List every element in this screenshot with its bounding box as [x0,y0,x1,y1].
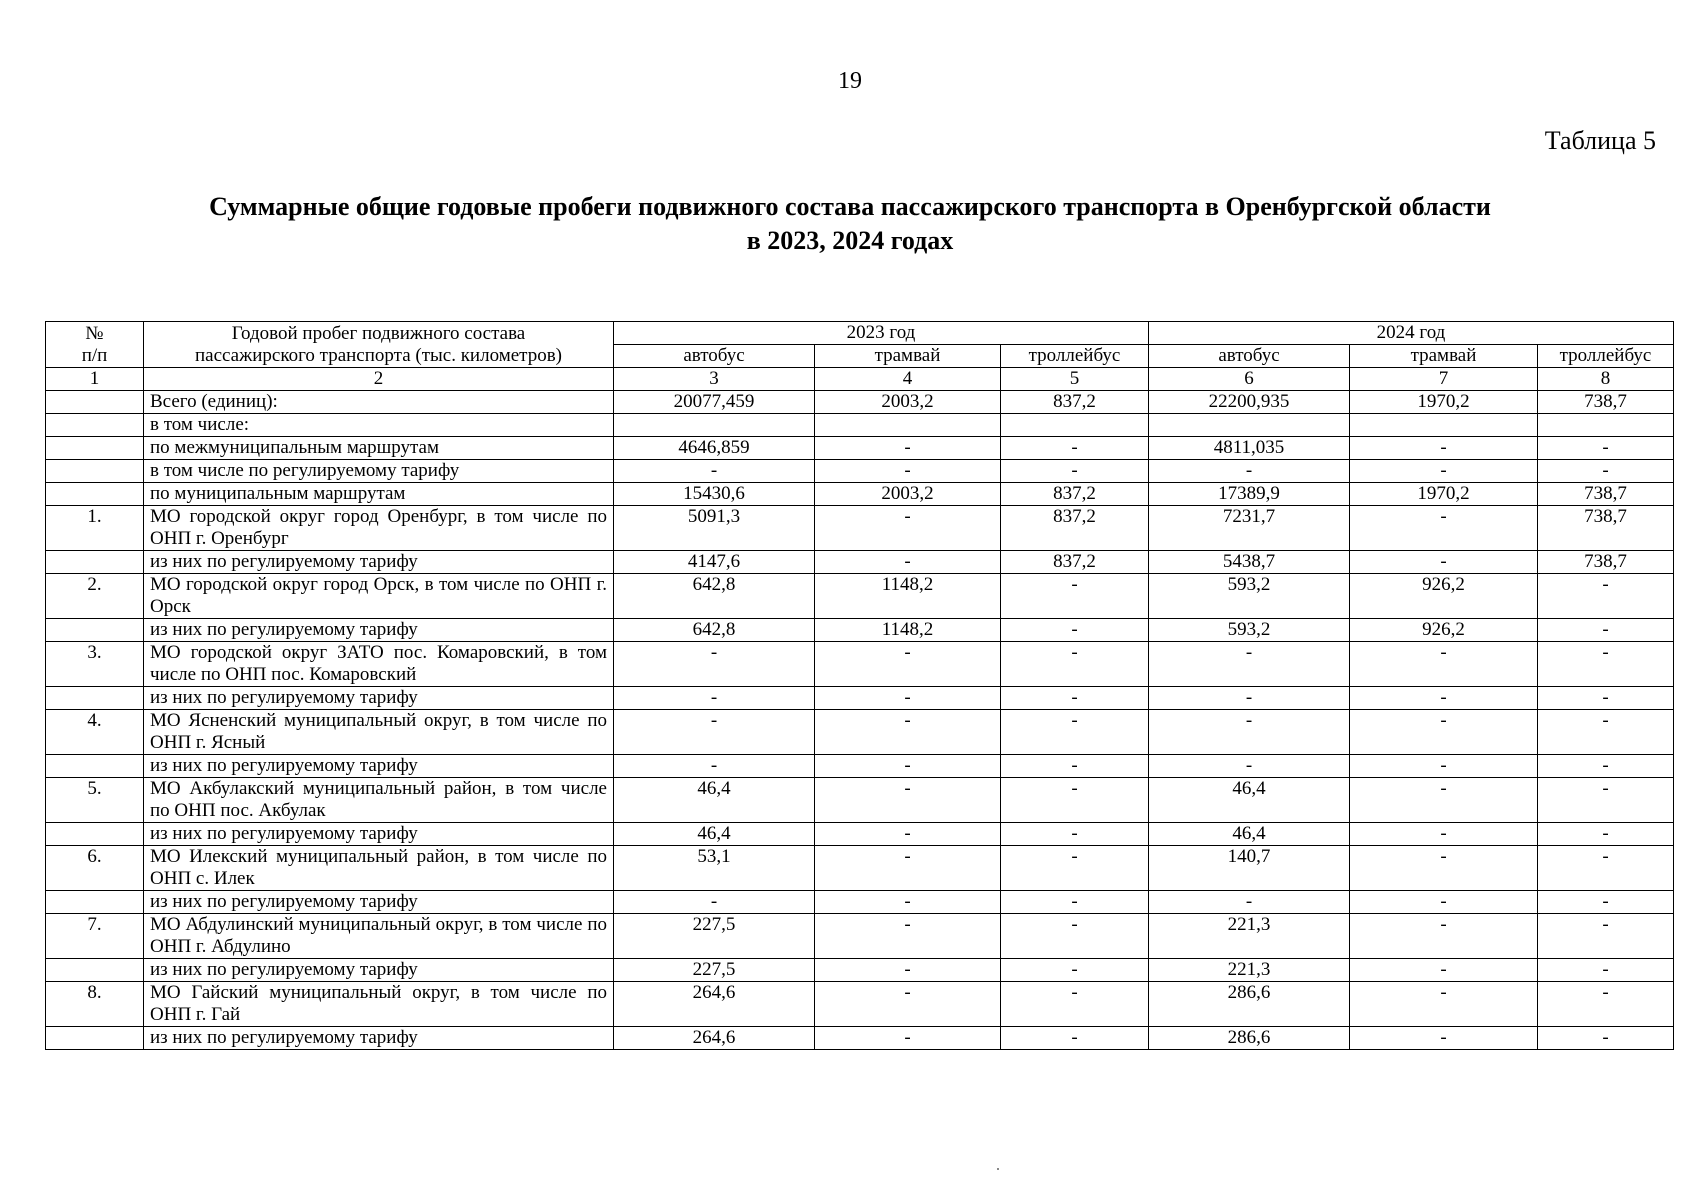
column-index: 3 [614,368,815,391]
table-row [46,823,1674,846]
header-type: троллейбус [1538,345,1674,368]
header-type: трамвай [1350,345,1538,368]
row-value: - [815,891,1001,914]
row-number [46,483,144,506]
row-value: - [1538,846,1674,891]
row-value: 642,8 [614,619,815,642]
table-label: Таблица 5 [1544,126,1656,155]
row-value: - [614,891,815,914]
column-index: 5 [1001,368,1149,391]
row-value: - [1149,642,1350,687]
row-value: - [1001,687,1149,710]
row-value: 264,6 [614,982,815,1027]
row-label: из них по регулируемому тарифу [144,551,614,574]
row-label: из них по регулируемому тарифу [144,891,614,914]
row-number [46,391,144,414]
row-value: 53,1 [614,846,815,891]
row-value: - [815,506,1001,551]
row-value: 46,4 [614,778,815,823]
table-row [46,437,1674,460]
row-value: 4811,035 [1149,437,1350,460]
title-line-2: в 2023, 2024 годах [746,226,954,255]
column-index: 8 [1538,368,1674,391]
header-year-2023: 2023 год [614,322,1149,345]
row-value: - [614,642,815,687]
row-value: 642,8 [614,574,815,619]
header-type: автобус [614,345,815,368]
row-value: - [1001,1027,1149,1050]
column-index: 1 [46,368,144,391]
row-value: - [1001,982,1149,1027]
page-title [0,190,1700,258]
table-row [46,687,1674,710]
row-number: 6. [46,846,144,891]
row-number [46,755,144,778]
row-value: 5438,7 [1149,551,1350,574]
row-value: - [1538,687,1674,710]
row-value: - [1350,710,1538,755]
row-number: 4. [46,710,144,755]
row-value: - [815,642,1001,687]
row-value: - [1538,460,1674,483]
header-year-2024: 2024 год [1149,322,1674,345]
row-value: - [1350,551,1538,574]
table-row [46,506,1674,551]
row-label: в том числе по регулируемому тарифу [144,460,614,483]
row-value: - [815,778,1001,823]
row-value: - [1001,460,1149,483]
table-row [46,891,1674,914]
row-label: МО городской округ город Оренбург, в том числе по ОНП г. Оренбург [144,506,614,551]
row-value: 1148,2 [815,574,1001,619]
row-value: - [1001,959,1149,982]
row-value [1001,414,1149,437]
column-index: 6 [1149,368,1350,391]
row-value: - [815,914,1001,959]
row-value: - [1538,778,1674,823]
row-label: из них по регулируемому тарифу [144,1027,614,1050]
row-number [46,619,144,642]
row-value: - [1350,755,1538,778]
row-value: - [1149,891,1350,914]
row-value: 17389,9 [1149,483,1350,506]
table-row [46,391,1674,414]
row-value [1149,414,1350,437]
row-number [46,1027,144,1050]
row-value: - [1538,574,1674,619]
row-label: по муниципальным маршрутам [144,483,614,506]
header-num: № п/п [46,322,144,368]
row-label: Всего (единиц): [144,391,614,414]
row-value: 837,2 [1001,551,1149,574]
header-desc: Годовой пробег подвижного состава пассажирского транспорта (тыс. километров) [144,322,614,368]
row-value: 4646,859 [614,437,815,460]
row-label: МО городской округ ЗАТО пос. Комаровский, в том числе по ОНП пос. Комаровский [144,642,614,687]
row-number: 3. [46,642,144,687]
table-row [46,483,1674,506]
row-value: - [1001,574,1149,619]
table-row [46,574,1674,619]
row-label: из них по регулируемому тарифу [144,619,614,642]
row-value: 738,7 [1538,506,1674,551]
row-label: из них по регулируемому тарифу [144,755,614,778]
row-value: 140,7 [1149,846,1350,891]
row-value: 227,5 [614,914,815,959]
column-index: 7 [1350,368,1538,391]
row-number [46,959,144,982]
row-value: 221,3 [1149,914,1350,959]
row-value: 20077,459 [614,391,815,414]
table-row [46,551,1674,574]
table-row [46,460,1674,483]
row-label: из них по регулируемому тарифу [144,823,614,846]
row-value: 286,6 [1149,982,1350,1027]
row-value: - [1149,460,1350,483]
row-value: - [815,551,1001,574]
row-label: по межмуниципальным маршрутам [144,437,614,460]
row-value: 22200,935 [1149,391,1350,414]
row-value: - [1538,1027,1674,1050]
row-value: - [815,982,1001,1027]
row-value: - [815,846,1001,891]
row-value: 286,6 [1149,1027,1350,1050]
table-row [46,982,1674,1027]
row-value: 593,2 [1149,619,1350,642]
table-row [46,778,1674,823]
row-value: - [1538,823,1674,846]
row-value [614,414,815,437]
row-value: - [1001,778,1149,823]
row-value: 5091,3 [614,506,815,551]
row-value: - [1001,846,1149,891]
row-value: - [1350,687,1538,710]
row-number [46,437,144,460]
row-value: 926,2 [1350,574,1538,619]
row-value: - [614,687,815,710]
row-value: 1148,2 [815,619,1001,642]
table-row [46,755,1674,778]
row-label: из них по регулируемому тарифу [144,687,614,710]
row-label: МО Абдулинский муниципальный округ, в том числе по ОНП г. Абдулино [144,914,614,959]
row-number: 5. [46,778,144,823]
row-number [46,460,144,483]
row-label: МО Акбулакский муниципальный район, в том числе по ОНП пос. Акбулак [144,778,614,823]
table-row [46,959,1674,982]
row-value: - [1001,891,1149,914]
row-value: - [815,437,1001,460]
page-number: 19 [838,68,862,94]
row-value [1350,414,1538,437]
row-value: 46,4 [614,823,815,846]
row-value: - [1001,619,1149,642]
row-value: 738,7 [1538,391,1674,414]
row-value: 46,4 [1149,778,1350,823]
row-value: 738,7 [1538,551,1674,574]
header-type: автобус [1149,345,1350,368]
row-value: - [1149,710,1350,755]
row-value: - [1350,891,1538,914]
row-value: - [1350,823,1538,846]
row-number: 2. [46,574,144,619]
row-value: - [815,460,1001,483]
row-value: - [1538,642,1674,687]
row-value: 264,6 [614,1027,815,1050]
row-value: - [815,1027,1001,1050]
header-row-1 [46,322,1674,345]
mileage-table [45,321,1674,1050]
row-value: 2003,2 [815,483,1001,506]
row-value: - [1001,755,1149,778]
row-value: - [1350,506,1538,551]
row-value: - [1350,460,1538,483]
row-number: 7. [46,914,144,959]
row-value: 1970,2 [1350,483,1538,506]
row-label: в том числе: [144,414,614,437]
header-type: трамвай [815,345,1001,368]
row-number [46,551,144,574]
table-row [46,710,1674,755]
row-value: 837,2 [1001,391,1149,414]
row-value: 46,4 [1149,823,1350,846]
row-value: - [1538,755,1674,778]
row-value: - [1350,642,1538,687]
row-value: - [1538,914,1674,959]
table-body [46,391,1674,1050]
row-value: 4147,6 [614,551,815,574]
row-value: - [1350,778,1538,823]
row-label: из них по регулируемому тарифу [144,959,614,982]
row-label: МО Гайский муниципальный округ, в том числе по ОНП г. Гай [144,982,614,1027]
row-value: 221,3 [1149,959,1350,982]
row-label: МО городской округ город Орск, в том числе по ОНП г. Орск [144,574,614,619]
row-value: - [1538,437,1674,460]
row-value: 227,5 [614,959,815,982]
scan-dot [997,1168,999,1170]
row-number [46,687,144,710]
table-row [46,1027,1674,1050]
row-value: 926,2 [1350,619,1538,642]
table-row [46,642,1674,687]
row-value: 7231,7 [1149,506,1350,551]
row-value: - [1149,755,1350,778]
table-row [46,619,1674,642]
row-value: - [815,823,1001,846]
row-value: 2003,2 [815,391,1001,414]
row-value: - [1350,982,1538,1027]
row-value: 1970,2 [1350,391,1538,414]
row-value: - [1538,619,1674,642]
row-value [815,414,1001,437]
row-value: - [1001,823,1149,846]
row-value: - [1350,437,1538,460]
column-index: 2 [144,368,614,391]
row-value [1538,414,1674,437]
row-value: - [1001,914,1149,959]
row-label: МО Ясненский муниципальный округ, в том числе по ОНП г. Ясный [144,710,614,755]
table-row [46,914,1674,959]
column-index-row [46,368,1674,391]
title-line-1: Суммарные общие годовые пробеги подвижного состава пассажирского транспорта в Оренбургской области [209,192,1491,221]
row-value: - [1538,710,1674,755]
row-value: - [1538,959,1674,982]
row-value: - [1538,891,1674,914]
row-value: - [614,460,815,483]
table-row [46,846,1674,891]
row-value: 15430,6 [614,483,815,506]
row-number [46,414,144,437]
header-type: троллейбус [1001,345,1149,368]
row-value: - [815,710,1001,755]
row-value: - [1149,687,1350,710]
table-row [46,414,1674,437]
row-value: - [815,755,1001,778]
row-number: 8. [46,982,144,1027]
row-value: 837,2 [1001,506,1149,551]
row-number [46,823,144,846]
row-value: 738,7 [1538,483,1674,506]
row-value: 593,2 [1149,574,1350,619]
column-index: 4 [815,368,1001,391]
row-value: - [815,959,1001,982]
row-value: 837,2 [1001,483,1149,506]
row-number: 1. [46,506,144,551]
row-value: - [614,710,815,755]
row-value: - [1350,1027,1538,1050]
row-value: - [1350,914,1538,959]
row-value: - [815,687,1001,710]
row-label: МО Илекский муниципальный район, в том числе по ОНП с. Илек [144,846,614,891]
row-value: - [1538,982,1674,1027]
row-value: - [1001,437,1149,460]
row-value: - [614,755,815,778]
row-value: - [1001,710,1149,755]
row-value: - [1350,846,1538,891]
row-value: - [1001,642,1149,687]
row-value: - [1350,959,1538,982]
row-number [46,891,144,914]
